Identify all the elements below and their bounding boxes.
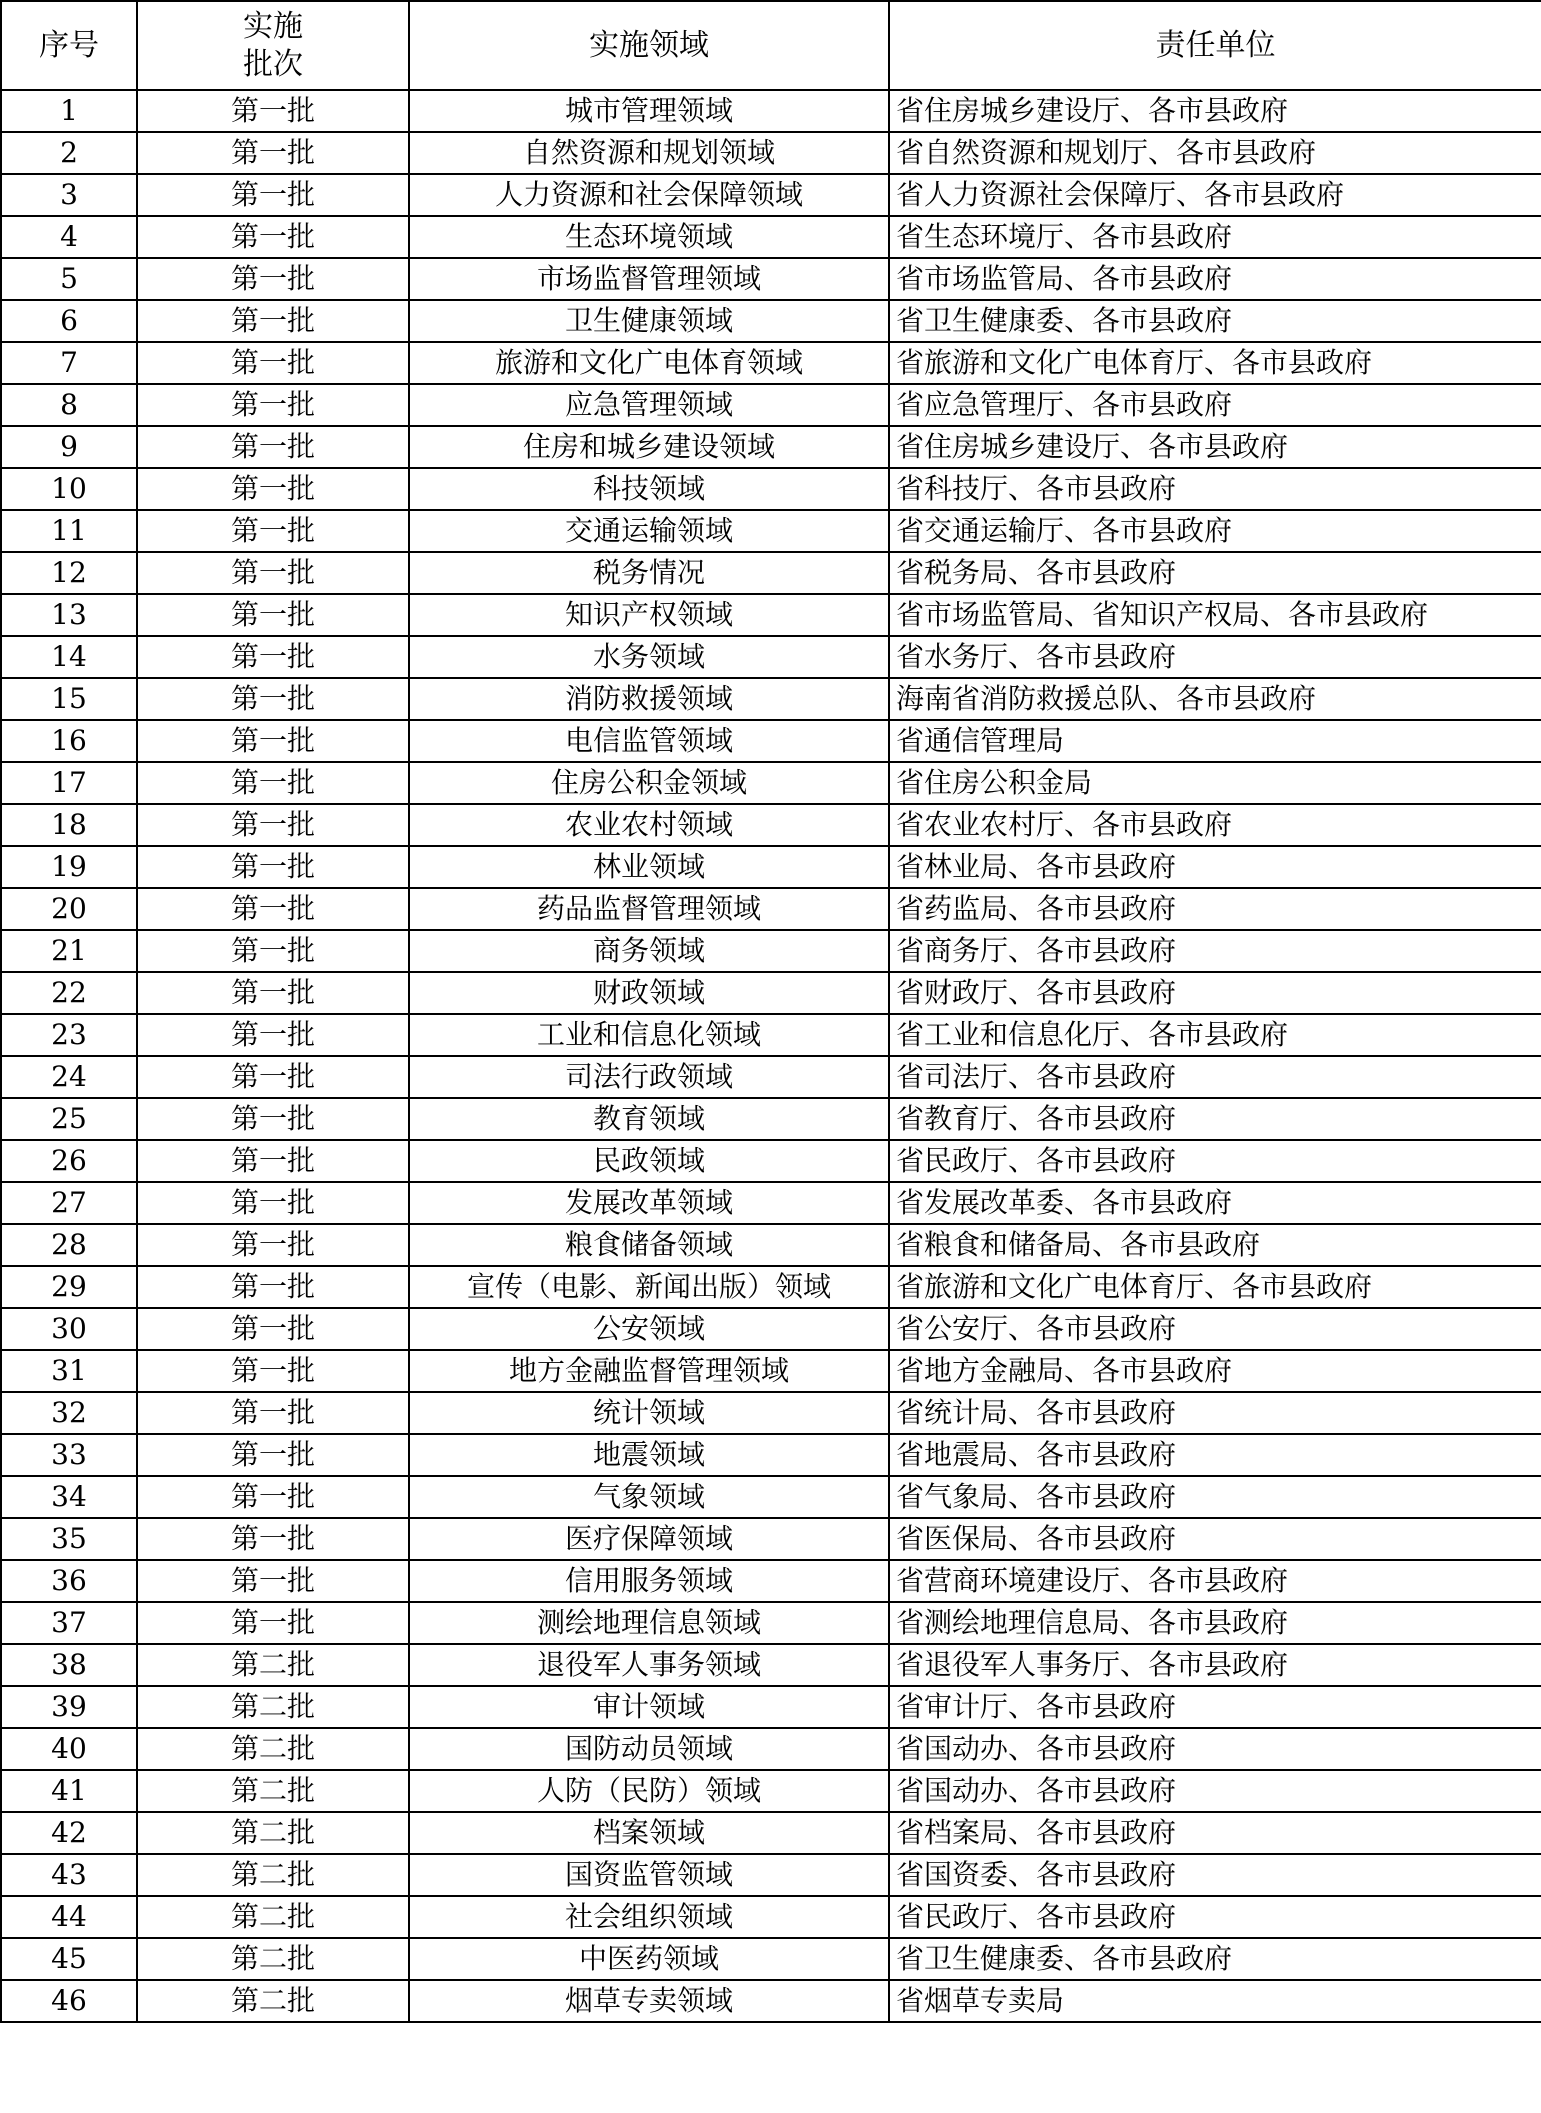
row-number-cell: 35 [1, 1518, 137, 1560]
row-field-cell: 药品监督管理领域 [409, 888, 889, 930]
row-field-cell: 科技领域 [409, 468, 889, 510]
row-batch-cell: 第二批 [137, 1812, 409, 1854]
row-field-cell: 交通运输领域 [409, 510, 889, 552]
row-unit-cell: 省水务厅、各市县政府 [889, 636, 1541, 678]
row-batch-cell: 第二批 [137, 1644, 409, 1686]
table-row [1, 342, 1541, 384]
table-row [1, 804, 1541, 846]
row-number-cell: 37 [1, 1602, 137, 1644]
row-number-cell: 29 [1, 1266, 137, 1308]
header-field: 实施领域 [409, 1, 889, 90]
row-batch-cell: 第一批 [137, 846, 409, 888]
row-field-cell: 卫生健康领域 [409, 300, 889, 342]
row-unit-cell: 省科技厅、各市县政府 [889, 468, 1541, 510]
table-body [1, 90, 1541, 2022]
table-row [1, 1686, 1541, 1728]
table-row [1, 384, 1541, 426]
row-unit-cell: 省人力资源社会保障厅、各市县政府 [889, 174, 1541, 216]
row-unit-cell: 省住房城乡建设厅、各市县政府 [889, 426, 1541, 468]
row-field-cell: 统计领域 [409, 1392, 889, 1434]
row-field-cell: 工业和信息化领域 [409, 1014, 889, 1056]
row-unit-cell: 省旅游和文化广电体育厅、各市县政府 [889, 342, 1541, 384]
row-batch-cell: 第二批 [137, 1980, 409, 2022]
row-batch-cell: 第一批 [137, 972, 409, 1014]
table-row [1, 174, 1541, 216]
table-row [1, 426, 1541, 468]
row-unit-cell: 省生态环境厅、各市县政府 [889, 216, 1541, 258]
row-unit-cell: 省旅游和文化广电体育厅、各市县政府 [889, 1266, 1541, 1308]
row-number-cell: 38 [1, 1644, 137, 1686]
row-batch-cell: 第一批 [137, 300, 409, 342]
row-unit-cell: 省国动办、各市县政府 [889, 1728, 1541, 1770]
row-field-cell: 住房公积金领域 [409, 762, 889, 804]
row-number-cell: 45 [1, 1938, 137, 1980]
row-batch-cell: 第一批 [137, 720, 409, 762]
row-unit-cell: 省卫生健康委、各市县政府 [889, 1938, 1541, 1980]
row-field-cell: 应急管理领域 [409, 384, 889, 426]
table-row [1, 594, 1541, 636]
row-batch-cell: 第二批 [137, 1686, 409, 1728]
row-number-cell: 32 [1, 1392, 137, 1434]
table-row [1, 1644, 1541, 1686]
table-row [1, 552, 1541, 594]
table-row [1, 930, 1541, 972]
row-field-cell: 城市管理领域 [409, 90, 889, 132]
table-row [1, 762, 1541, 804]
row-number-cell: 25 [1, 1098, 137, 1140]
row-number-cell: 33 [1, 1434, 137, 1476]
table-row [1, 1266, 1541, 1308]
table-row [1, 1392, 1541, 1434]
table-row [1, 1140, 1541, 1182]
row-field-cell: 发展改革领域 [409, 1182, 889, 1224]
row-unit-cell: 省市场监管局、各市县政府 [889, 258, 1541, 300]
row-unit-cell: 省财政厅、各市县政府 [889, 972, 1541, 1014]
row-number-cell: 18 [1, 804, 137, 846]
row-batch-cell: 第二批 [137, 1938, 409, 1980]
row-batch-cell: 第一批 [137, 678, 409, 720]
table-row [1, 1056, 1541, 1098]
table-row [1, 1770, 1541, 1812]
row-batch-cell: 第二批 [137, 1896, 409, 1938]
row-batch-cell: 第一批 [137, 1518, 409, 1560]
row-unit-cell: 省粮食和储备局、各市县政府 [889, 1224, 1541, 1266]
row-number-cell: 43 [1, 1854, 137, 1896]
table-row [1, 1602, 1541, 1644]
row-unit-cell: 省民政厅、各市县政府 [889, 1896, 1541, 1938]
table-row [1, 1014, 1541, 1056]
row-number-cell: 23 [1, 1014, 137, 1056]
header-batch-line1: 实施 [243, 8, 303, 44]
table-row [1, 972, 1541, 1014]
row-batch-cell: 第一批 [137, 510, 409, 552]
table-row [1, 1854, 1541, 1896]
row-unit-cell: 海南省消防救援总队、各市县政府 [889, 678, 1541, 720]
row-number-cell: 28 [1, 1224, 137, 1266]
header-row [1, 1, 1541, 90]
row-number-cell: 12 [1, 552, 137, 594]
row-batch-cell: 第一批 [137, 1392, 409, 1434]
row-batch-cell: 第一批 [137, 636, 409, 678]
row-batch-cell: 第一批 [137, 258, 409, 300]
row-field-cell: 市场监督管理领域 [409, 258, 889, 300]
table-row [1, 636, 1541, 678]
row-field-cell: 信用服务领域 [409, 1560, 889, 1602]
row-batch-cell: 第一批 [137, 888, 409, 930]
row-field-cell: 旅游和文化广电体育领域 [409, 342, 889, 384]
row-field-cell: 审计领域 [409, 1686, 889, 1728]
row-field-cell: 税务情况 [409, 552, 889, 594]
row-field-cell: 烟草专卖领域 [409, 1980, 889, 2022]
row-number-cell: 13 [1, 594, 137, 636]
row-batch-cell: 第一批 [137, 132, 409, 174]
row-batch-cell: 第一批 [137, 1560, 409, 1602]
row-unit-cell: 省民政厅、各市县政府 [889, 1140, 1541, 1182]
table-row [1, 678, 1541, 720]
row-number-cell: 17 [1, 762, 137, 804]
row-batch-cell: 第一批 [137, 342, 409, 384]
row-number-cell: 5 [1, 258, 137, 300]
row-number-cell: 15 [1, 678, 137, 720]
table-row [1, 468, 1541, 510]
row-unit-cell: 省市场监管局、省知识产权局、各市县政府 [889, 594, 1541, 636]
row-batch-cell: 第一批 [137, 1224, 409, 1266]
row-field-cell: 人防（民防）领域 [409, 1770, 889, 1812]
row-unit-cell: 省林业局、各市县政府 [889, 846, 1541, 888]
row-number-cell: 27 [1, 1182, 137, 1224]
row-field-cell: 测绘地理信息领域 [409, 1602, 889, 1644]
table-row [1, 1098, 1541, 1140]
header-batch [137, 1, 409, 90]
row-batch-cell: 第一批 [137, 804, 409, 846]
row-unit-cell: 省营商环境建设厅、各市县政府 [889, 1560, 1541, 1602]
table-row [1, 1812, 1541, 1854]
row-number-cell: 8 [1, 384, 137, 426]
row-unit-cell: 省自然资源和规划厅、各市县政府 [889, 132, 1541, 174]
row-batch-cell: 第一批 [137, 930, 409, 972]
row-field-cell: 财政领域 [409, 972, 889, 1014]
row-unit-cell: 省烟草专卖局 [889, 1980, 1541, 2022]
row-number-cell: 20 [1, 888, 137, 930]
row-field-cell: 农业农村领域 [409, 804, 889, 846]
row-batch-cell: 第一批 [137, 174, 409, 216]
row-unit-cell: 省档案局、各市县政府 [889, 1812, 1541, 1854]
row-batch-cell: 第一批 [137, 1014, 409, 1056]
row-batch-cell: 第一批 [137, 1056, 409, 1098]
row-batch-cell: 第一批 [137, 1140, 409, 1182]
row-batch-cell: 第一批 [137, 1602, 409, 1644]
row-unit-cell: 省税务局、各市县政府 [889, 552, 1541, 594]
table-row [1, 90, 1541, 132]
row-number-cell: 6 [1, 300, 137, 342]
row-number-cell: 9 [1, 426, 137, 468]
table-row [1, 1560, 1541, 1602]
row-unit-cell: 省地震局、各市县政府 [889, 1434, 1541, 1476]
row-field-cell: 粮食储备领域 [409, 1224, 889, 1266]
row-field-cell: 消防救援领域 [409, 678, 889, 720]
row-unit-cell: 省发展改革委、各市县政府 [889, 1182, 1541, 1224]
row-field-cell: 宣传（电影、新闻出版）领域 [409, 1266, 889, 1308]
row-field-cell: 司法行政领域 [409, 1056, 889, 1098]
table-row [1, 1728, 1541, 1770]
row-batch-cell: 第一批 [137, 1266, 409, 1308]
row-batch-cell: 第一批 [137, 594, 409, 636]
row-number-cell: 16 [1, 720, 137, 762]
row-number-cell: 10 [1, 468, 137, 510]
table-row [1, 720, 1541, 762]
row-field-cell: 生态环境领域 [409, 216, 889, 258]
row-number-cell: 42 [1, 1812, 137, 1854]
table-row [1, 1224, 1541, 1266]
row-number-cell: 2 [1, 132, 137, 174]
row-field-cell: 知识产权领域 [409, 594, 889, 636]
row-number-cell: 40 [1, 1728, 137, 1770]
row-unit-cell: 省住房公积金局 [889, 762, 1541, 804]
row-field-cell: 退役军人事务领域 [409, 1644, 889, 1686]
header-batch-line2: 批次 [243, 46, 303, 82]
row-unit-cell: 省公安厅、各市县政府 [889, 1308, 1541, 1350]
table-row [1, 1434, 1541, 1476]
row-unit-cell: 省卫生健康委、各市县政府 [889, 300, 1541, 342]
row-number-cell: 41 [1, 1770, 137, 1812]
table-row [1, 1350, 1541, 1392]
row-unit-cell: 省住房城乡建设厅、各市县政府 [889, 90, 1541, 132]
row-batch-cell: 第一批 [137, 216, 409, 258]
row-number-cell: 21 [1, 930, 137, 972]
row-number-cell: 39 [1, 1686, 137, 1728]
row-batch-cell: 第二批 [137, 1854, 409, 1896]
table-header [1, 1, 1541, 90]
row-field-cell: 商务领域 [409, 930, 889, 972]
row-number-cell: 11 [1, 510, 137, 552]
row-number-cell: 24 [1, 1056, 137, 1098]
row-unit-cell: 省退役军人事务厅、各市县政府 [889, 1644, 1541, 1686]
table-row [1, 1182, 1541, 1224]
row-field-cell: 国资监管领域 [409, 1854, 889, 1896]
row-unit-cell: 省司法厅、各市县政府 [889, 1056, 1541, 1098]
table-row [1, 132, 1541, 174]
row-field-cell: 住房和城乡建设领域 [409, 426, 889, 468]
row-field-cell: 地方金融监督管理领域 [409, 1350, 889, 1392]
row-unit-cell: 省农业农村厅、各市县政府 [889, 804, 1541, 846]
row-field-cell: 民政领域 [409, 1140, 889, 1182]
table-row [1, 216, 1541, 258]
row-field-cell: 人力资源和社会保障领域 [409, 174, 889, 216]
row-field-cell: 林业领域 [409, 846, 889, 888]
row-unit-cell: 省药监局、各市县政府 [889, 888, 1541, 930]
table-row [1, 846, 1541, 888]
row-field-cell: 教育领域 [409, 1098, 889, 1140]
row-unit-cell: 省气象局、各市县政府 [889, 1476, 1541, 1518]
table-row [1, 1896, 1541, 1938]
table-row [1, 1308, 1541, 1350]
row-unit-cell: 省应急管理厅、各市县政府 [889, 384, 1541, 426]
row-field-cell: 电信监管领域 [409, 720, 889, 762]
row-batch-cell: 第一批 [137, 1182, 409, 1224]
row-unit-cell: 省统计局、各市县政府 [889, 1392, 1541, 1434]
row-number-cell: 3 [1, 174, 137, 216]
row-unit-cell: 省国动办、各市县政府 [889, 1770, 1541, 1812]
header-number: 序号 [1, 1, 137, 90]
row-batch-cell: 第一批 [137, 552, 409, 594]
row-field-cell: 水务领域 [409, 636, 889, 678]
row-number-cell: 36 [1, 1560, 137, 1602]
row-unit-cell: 省工业和信息化厅、各市县政府 [889, 1014, 1541, 1056]
row-field-cell: 国防动员领域 [409, 1728, 889, 1770]
row-unit-cell: 省商务厅、各市县政府 [889, 930, 1541, 972]
row-number-cell: 26 [1, 1140, 137, 1182]
table-row [1, 258, 1541, 300]
row-number-cell: 7 [1, 342, 137, 384]
row-batch-cell: 第一批 [137, 762, 409, 804]
row-field-cell: 社会组织领域 [409, 1896, 889, 1938]
row-field-cell: 公安领域 [409, 1308, 889, 1350]
row-batch-cell: 第一批 [137, 1308, 409, 1350]
row-field-cell: 医疗保障领域 [409, 1518, 889, 1560]
row-number-cell: 1 [1, 90, 137, 132]
row-unit-cell: 省测绘地理信息局、各市县政府 [889, 1602, 1541, 1644]
row-field-cell: 中医药领域 [409, 1938, 889, 1980]
table-row [1, 1980, 1541, 2022]
row-batch-cell: 第一批 [137, 468, 409, 510]
table-row [1, 1938, 1541, 1980]
row-batch-cell: 第二批 [137, 1728, 409, 1770]
row-batch-cell: 第一批 [137, 426, 409, 468]
row-unit-cell: 省教育厅、各市县政府 [889, 1098, 1541, 1140]
row-unit-cell: 省通信管理局 [889, 720, 1541, 762]
row-unit-cell: 省交通运输厅、各市县政府 [889, 510, 1541, 552]
row-number-cell: 19 [1, 846, 137, 888]
table-row [1, 1476, 1541, 1518]
row-number-cell: 14 [1, 636, 137, 678]
row-field-cell: 气象领域 [409, 1476, 889, 1518]
table-row [1, 300, 1541, 342]
row-number-cell: 22 [1, 972, 137, 1014]
row-batch-cell: 第二批 [137, 1770, 409, 1812]
row-number-cell: 44 [1, 1896, 137, 1938]
row-batch-cell: 第一批 [137, 384, 409, 426]
row-unit-cell: 省国资委、各市县政府 [889, 1854, 1541, 1896]
header-unit: 责任单位 [889, 1, 1541, 90]
row-field-cell: 档案领域 [409, 1812, 889, 1854]
row-batch-cell: 第一批 [137, 1098, 409, 1140]
row-unit-cell: 省医保局、各市县政府 [889, 1518, 1541, 1560]
row-number-cell: 30 [1, 1308, 137, 1350]
row-number-cell: 46 [1, 1980, 137, 2022]
row-unit-cell: 省审计厅、各市县政府 [889, 1686, 1541, 1728]
row-unit-cell: 省地方金融局、各市县政府 [889, 1350, 1541, 1392]
row-field-cell: 自然资源和规划领域 [409, 132, 889, 174]
row-field-cell: 地震领域 [409, 1434, 889, 1476]
row-batch-cell: 第一批 [137, 1476, 409, 1518]
table-row [1, 1518, 1541, 1560]
table-row [1, 888, 1541, 930]
table-row [1, 510, 1541, 552]
row-batch-cell: 第一批 [137, 90, 409, 132]
row-number-cell: 31 [1, 1350, 137, 1392]
row-number-cell: 4 [1, 216, 137, 258]
row-batch-cell: 第一批 [137, 1350, 409, 1392]
row-number-cell: 34 [1, 1476, 137, 1518]
row-batch-cell: 第一批 [137, 1434, 409, 1476]
